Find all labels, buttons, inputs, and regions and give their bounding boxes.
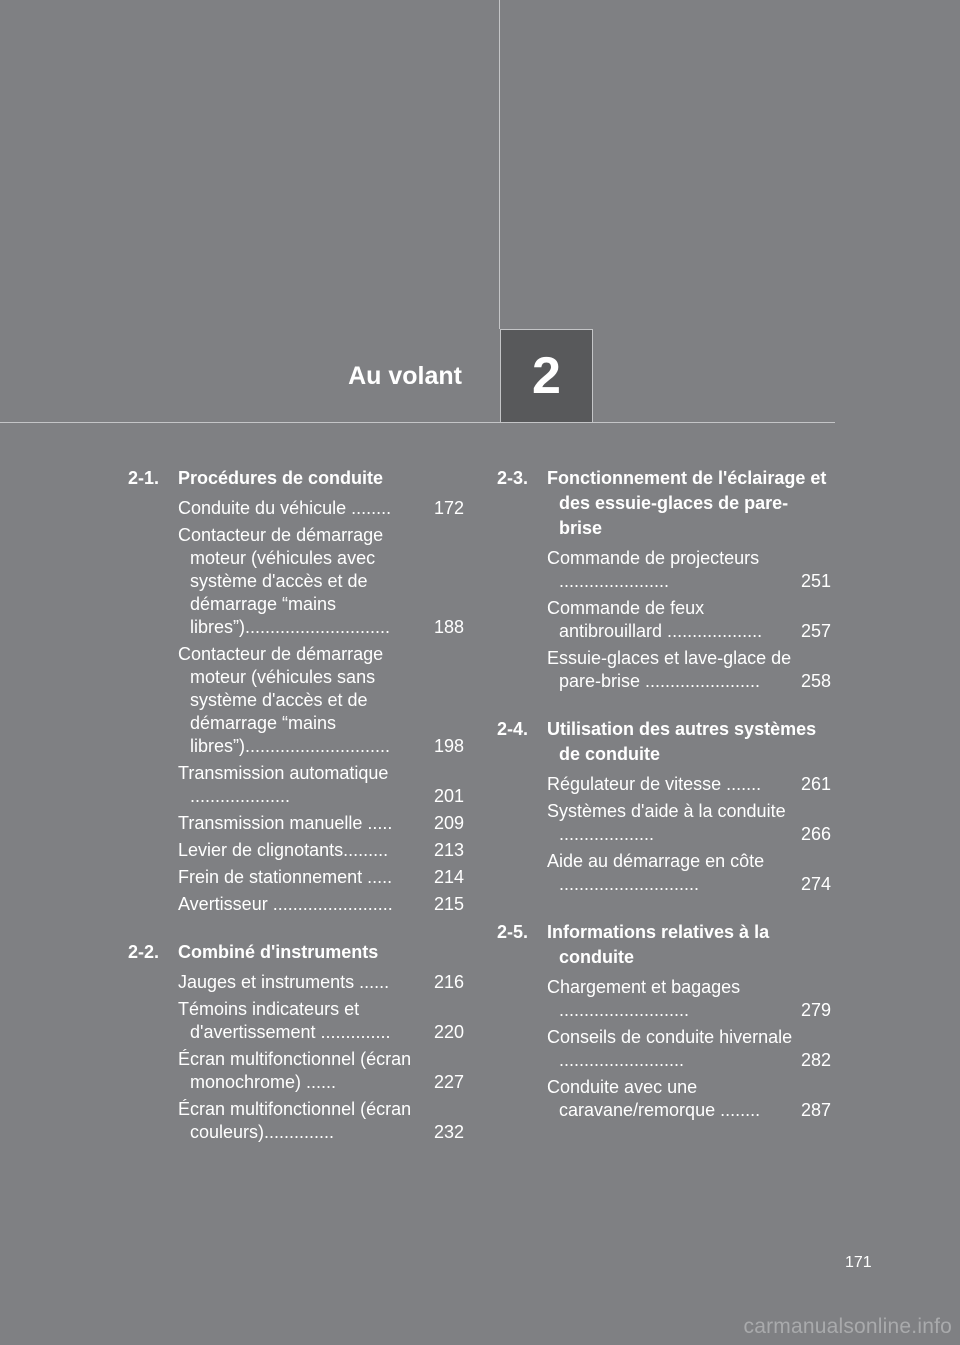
toc-entry-text: Chargement et bagages .......................... xyxy=(547,977,741,1020)
page-number: 171 xyxy=(845,1254,872,1271)
chapter-number: 2 xyxy=(532,347,561,405)
toc-entry[interactable] xyxy=(178,812,464,835)
toc-entry-page: 279 xyxy=(800,1000,831,1020)
toc-entry[interactable] xyxy=(178,1048,464,1094)
toc-entry[interactable] xyxy=(178,762,464,808)
toc-entry-page: 251 xyxy=(800,571,831,591)
divider-horizontal xyxy=(0,422,835,423)
toc-entry[interactable] xyxy=(547,1026,831,1072)
toc-entry[interactable] xyxy=(547,647,831,693)
toc-entry-text: Levier de clignotants......... xyxy=(178,840,389,860)
section-title: Utilisation des autres systèmes de conduite xyxy=(547,719,817,764)
toc-entry-text: Conduite du véhicule ........ xyxy=(178,498,392,518)
toc-entry-text: Écran multifonctionnel (écran couleurs).............. xyxy=(178,1099,412,1142)
section-title: Combiné d'instruments xyxy=(178,942,379,962)
section-number: 2-3. xyxy=(497,468,529,488)
toc-entry-text: Transmission automatique .................... xyxy=(178,763,389,806)
toc-entry[interactable] xyxy=(178,497,464,520)
toc-entry-text: Jauges et instruments ...... xyxy=(178,972,390,992)
toc-entry[interactable] xyxy=(547,547,831,593)
section-heading xyxy=(497,920,831,970)
toc-section xyxy=(497,717,831,896)
toc-column-left xyxy=(128,466,464,1168)
toc-entry-text: Contacteur de démarrage moteur (véhicules sans système d'accès et de démarrage “mains libres”)............................. xyxy=(178,644,391,756)
toc-entry-text: Transmission manuelle ..... xyxy=(178,813,393,833)
toc-entry-page: 209 xyxy=(433,813,464,833)
toc-column-right xyxy=(497,466,831,1146)
toc-entry-text: Contacteur de démarrage moteur (véhicules avec système d'accès et de démarrage “mains libres”)............................. xyxy=(178,525,391,637)
section-heading xyxy=(128,466,464,491)
toc-entry[interactable] xyxy=(178,1098,464,1144)
toc-entry-page: 258 xyxy=(800,671,831,691)
toc-entry-page: 188 xyxy=(433,617,464,637)
toc-entry[interactable] xyxy=(178,971,464,994)
toc-entry-text: Conduite avec une caravane/remorque ........ xyxy=(547,1077,761,1120)
toc-section xyxy=(497,466,831,693)
toc-entry-page: 266 xyxy=(800,824,831,844)
section-title: Informations relatives à la conduite xyxy=(547,922,770,967)
toc-entry-text: Commande de feux antibrouillard ................... xyxy=(547,598,763,641)
toc-entry[interactable] xyxy=(547,773,831,796)
toc-entry-text: Aide au démarrage en côte ............................ xyxy=(547,851,765,894)
toc-entry-page: 213 xyxy=(433,840,464,860)
toc-entry-page: 282 xyxy=(800,1050,831,1070)
watermark: carmanualsonline.info xyxy=(743,1315,952,1338)
section-number: 2-2. xyxy=(128,942,160,962)
toc-entry-text: Essuie-glaces et lave-glace de pare-brise ....................... xyxy=(547,648,792,691)
section-number: 2-5. xyxy=(497,922,529,942)
toc-entry-page: 257 xyxy=(800,621,831,641)
toc-entry-page: 232 xyxy=(433,1122,464,1142)
toc-entry-text: Conseils de conduite hivernale ......................... xyxy=(547,1027,793,1070)
toc-entry[interactable] xyxy=(178,866,464,889)
section-number: 2-4. xyxy=(497,719,529,739)
toc-entry-page: 287 xyxy=(800,1100,831,1120)
toc-entry-text: Commande de projecteurs ...................... xyxy=(547,548,760,591)
chapter-title: Au volant xyxy=(348,362,462,390)
toc-entry-page: 220 xyxy=(433,1022,464,1042)
toc-entry-text: Régulateur de vitesse ....... xyxy=(547,774,762,794)
toc-entry[interactable] xyxy=(178,893,464,916)
toc-entry[interactable] xyxy=(547,1076,831,1122)
toc-entry[interactable] xyxy=(547,597,831,643)
toc-entry[interactable] xyxy=(178,524,464,639)
toc-entry-page: 216 xyxy=(433,972,464,992)
toc-entry-text: Avertisseur ........................ xyxy=(178,894,393,914)
toc-section xyxy=(497,920,831,1122)
toc-entry-page: 201 xyxy=(433,786,464,806)
toc-entry-page: 215 xyxy=(433,894,464,914)
toc-entry-text: Témoins indicateurs et d'avertissement .............. xyxy=(178,999,391,1042)
toc-section xyxy=(128,940,464,1144)
toc-entry-page: 261 xyxy=(800,774,831,794)
toc-entry-page: 172 xyxy=(433,498,464,518)
toc-entry[interactable] xyxy=(178,839,464,862)
section-heading xyxy=(497,717,831,767)
toc-entry[interactable] xyxy=(547,800,831,846)
section-number: 2-1. xyxy=(128,468,160,488)
toc-entry-text: Systèmes d'aide à la conduite ................... xyxy=(547,801,786,844)
toc-entry-page: 274 xyxy=(800,874,831,894)
chapter-number-box xyxy=(500,329,593,422)
toc-entry-page: 198 xyxy=(433,736,464,756)
toc-entry[interactable] xyxy=(547,850,831,896)
divider-vertical xyxy=(499,0,500,329)
toc-entry-page: 214 xyxy=(433,867,464,887)
section-title: Fonctionnement de l'éclairage et des essuie-glaces de pare-brise xyxy=(547,468,827,538)
toc-entry[interactable] xyxy=(547,976,831,1022)
section-title: Procédures de conduite xyxy=(178,468,384,488)
toc-entry-text: Écran multifonctionnel (écran monochrome) ...... xyxy=(178,1049,412,1092)
toc-entry-page: 227 xyxy=(433,1072,464,1092)
section-heading xyxy=(497,466,831,541)
toc-entry-text: Frein de stationnement ..... xyxy=(178,867,393,887)
toc-section xyxy=(128,466,464,916)
section-heading xyxy=(128,940,464,965)
toc-entry[interactable] xyxy=(178,998,464,1044)
toc-entry[interactable] xyxy=(178,643,464,758)
